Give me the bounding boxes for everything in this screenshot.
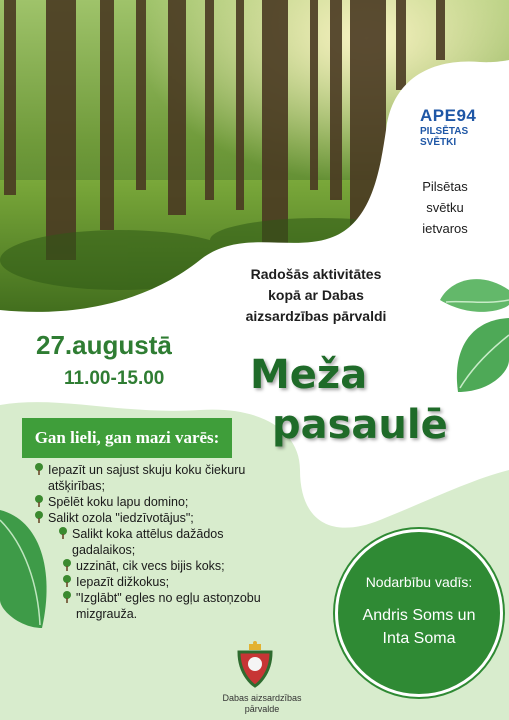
tree-icon	[34, 495, 44, 507]
activities-banner: Gan lieli, gan mazi varēs:	[22, 418, 232, 458]
festival-note	[408, 176, 482, 239]
list-item	[34, 494, 264, 510]
list-item	[62, 590, 264, 622]
title-line-1: Meža	[250, 352, 368, 398]
tree-icon	[34, 463, 44, 475]
list-item-text: Iepazīt dižkokus;	[76, 575, 170, 589]
tree-icon	[34, 511, 44, 523]
activities-line: Radošās aktivitātes	[250, 266, 382, 282]
list-item-text: Salikt ozola "iedzīvotājus";	[48, 511, 194, 525]
event-date: 27.augustā	[36, 330, 172, 360]
leader-circle	[335, 529, 503, 697]
festival-line: Pilsētas	[422, 179, 468, 194]
organization-caption	[212, 693, 312, 715]
leader-names	[348, 604, 490, 650]
tree-icon	[62, 591, 72, 603]
festival-line: ietvaros	[422, 221, 468, 236]
list-item	[62, 558, 264, 574]
leader-name-line: Andris Soms un	[362, 607, 476, 624]
event-time: 11.00-15.00	[64, 368, 165, 389]
list-item-text: Spēlēt koku lapu domino;	[48, 495, 189, 509]
organization-line: pārvalde	[244, 704, 280, 714]
activity-list	[34, 462, 264, 622]
activities-line: kopā ar Dabas	[268, 287, 364, 303]
logo-subtext-1: PILSĒTAS	[420, 126, 469, 137]
logo-subtext-2: SVĒTKI	[420, 137, 457, 148]
list-item	[34, 510, 264, 526]
tree-icon	[62, 575, 72, 587]
title-line-2: pasaulē	[272, 402, 448, 448]
activities-line: aizsardzības pārvaldi	[245, 308, 387, 324]
tree-icon	[62, 559, 72, 571]
city-festival-logo	[420, 106, 500, 166]
list-item	[58, 526, 264, 558]
list-item-text: "Izglābt" egles no egļu astoņzobu mizgrauža.	[76, 591, 261, 621]
list-item-text: Iepazīt un sajust skuju koku čiekuru atšķirības;	[48, 463, 246, 493]
leader-name-line: Inta Soma	[382, 630, 456, 647]
organization-line: Dabas aizsardzības	[222, 693, 302, 703]
list-item	[62, 574, 264, 590]
activities-heading	[218, 264, 414, 327]
list-item	[34, 462, 264, 494]
leader-label: Nodarbību vadīs:	[365, 574, 473, 590]
logo-text: APE94	[420, 106, 477, 125]
festival-line: svētku	[426, 200, 464, 215]
tree-icon	[58, 527, 68, 539]
list-item-text: Salikt koka attēlus dažādos gadalaikos;	[72, 527, 224, 557]
list-item-text: uzzināt, cik vecs bijis koks;	[76, 559, 225, 573]
